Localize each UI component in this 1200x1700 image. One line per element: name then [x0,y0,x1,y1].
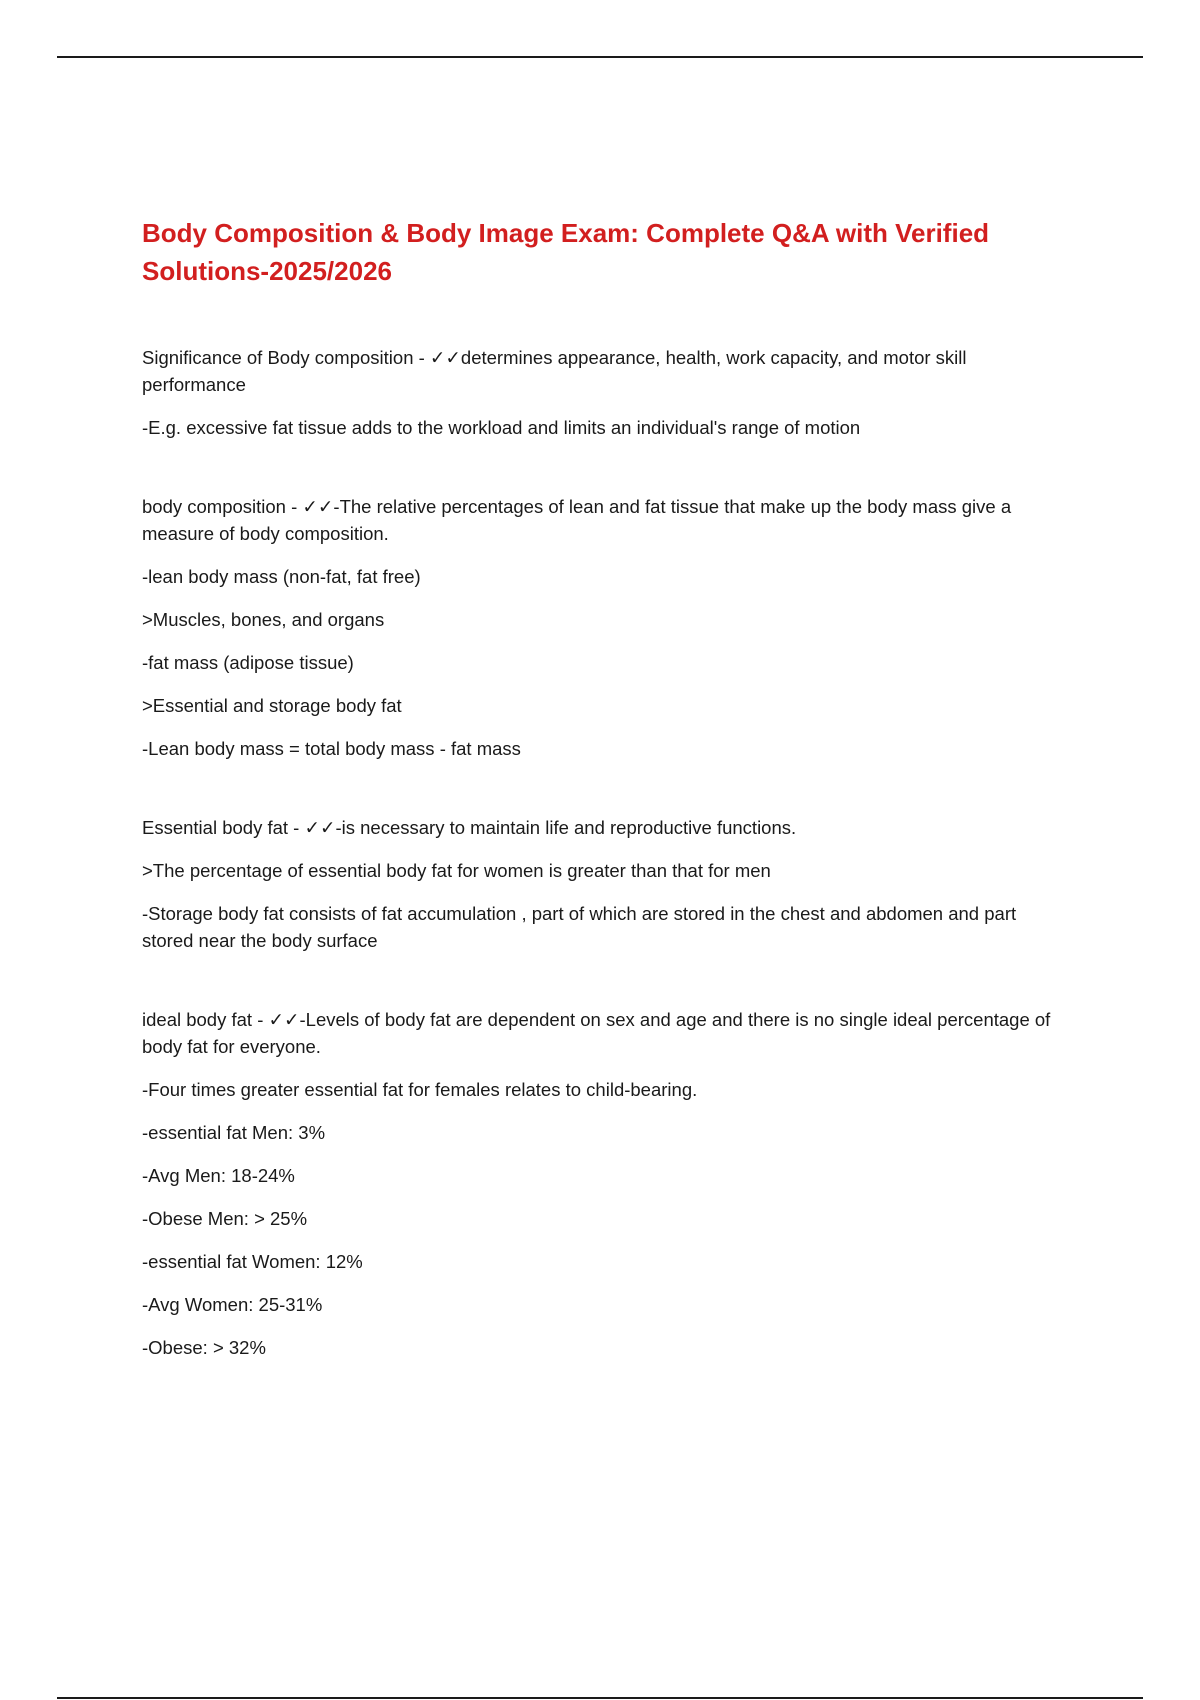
qa-question-line: Essential body fat - ✓✓-is necessary to maintain life and reproductive functions. [142,817,797,838]
qa-answer-line: -Lean body mass = total body mass - fat mass [142,738,521,759]
qa-answer-line: -fat mass (adipose tissue) [142,652,354,673]
qa-answer-line: >Essential and storage body fat [142,695,402,716]
qa-answer-line: -Four times greater essential fat for females relates to child-bearing. [142,1079,698,1100]
qa-entry-essential-body-fat [142,814,1072,954]
qa-answer-line: >Muscles, bones, and organs [142,609,385,630]
qa-answer-line: -Storage body fat consists of fat accumulation , part of which are stored in the chest and abdomen and part stored near the body surface [142,903,1017,951]
qa-answer-line: -Obese Men: > 25% [142,1208,308,1229]
qa-answer-line: -essential fat Men: 3% [142,1122,326,1143]
qa-entry-body-composition [142,493,1072,762]
qa-answer-line: -Avg Women: 25-31% [142,1294,323,1315]
qa-question-line: ideal body fat - ✓✓-Levels of body fat are dependent on sex and age and there is no single ideal percentage of body fat for everyone. [142,1009,1051,1057]
bottom-rule [57,1697,1143,1699]
document-body [142,214,1072,1413]
top-rule [57,56,1143,58]
qa-answer-line: >The percentage of essential body fat for women is greater than that for men [142,860,771,881]
document-title: Body Composition & Body Image Exam: Complete Q&A with Verified Solutions-2025/2026 [142,218,990,286]
qa-entry-ideal-body-fat [142,1006,1072,1361]
qa-question-line: Significance of Body composition - ✓✓determines appearance, health, work capacity, and motor skill performance [142,347,967,395]
qa-answer-line: -essential fat Women: 12% [142,1251,363,1272]
qa-answer-line: -Avg Men: 18-24% [142,1165,295,1186]
qa-entry-body-composition-significance [142,344,1072,441]
qa-answer-line: -E.g. excessive fat tissue adds to the workload and limits an individual's range of motion [142,417,861,438]
qa-answer-line: -lean body mass (non-fat, fat free) [142,566,421,587]
qa-answer-line: -Obese: > 32% [142,1337,266,1358]
qa-question-line: body composition - ✓✓-The relative percentages of lean and fat tissue that make up the body mass give a measure of body composition. [142,496,1012,544]
